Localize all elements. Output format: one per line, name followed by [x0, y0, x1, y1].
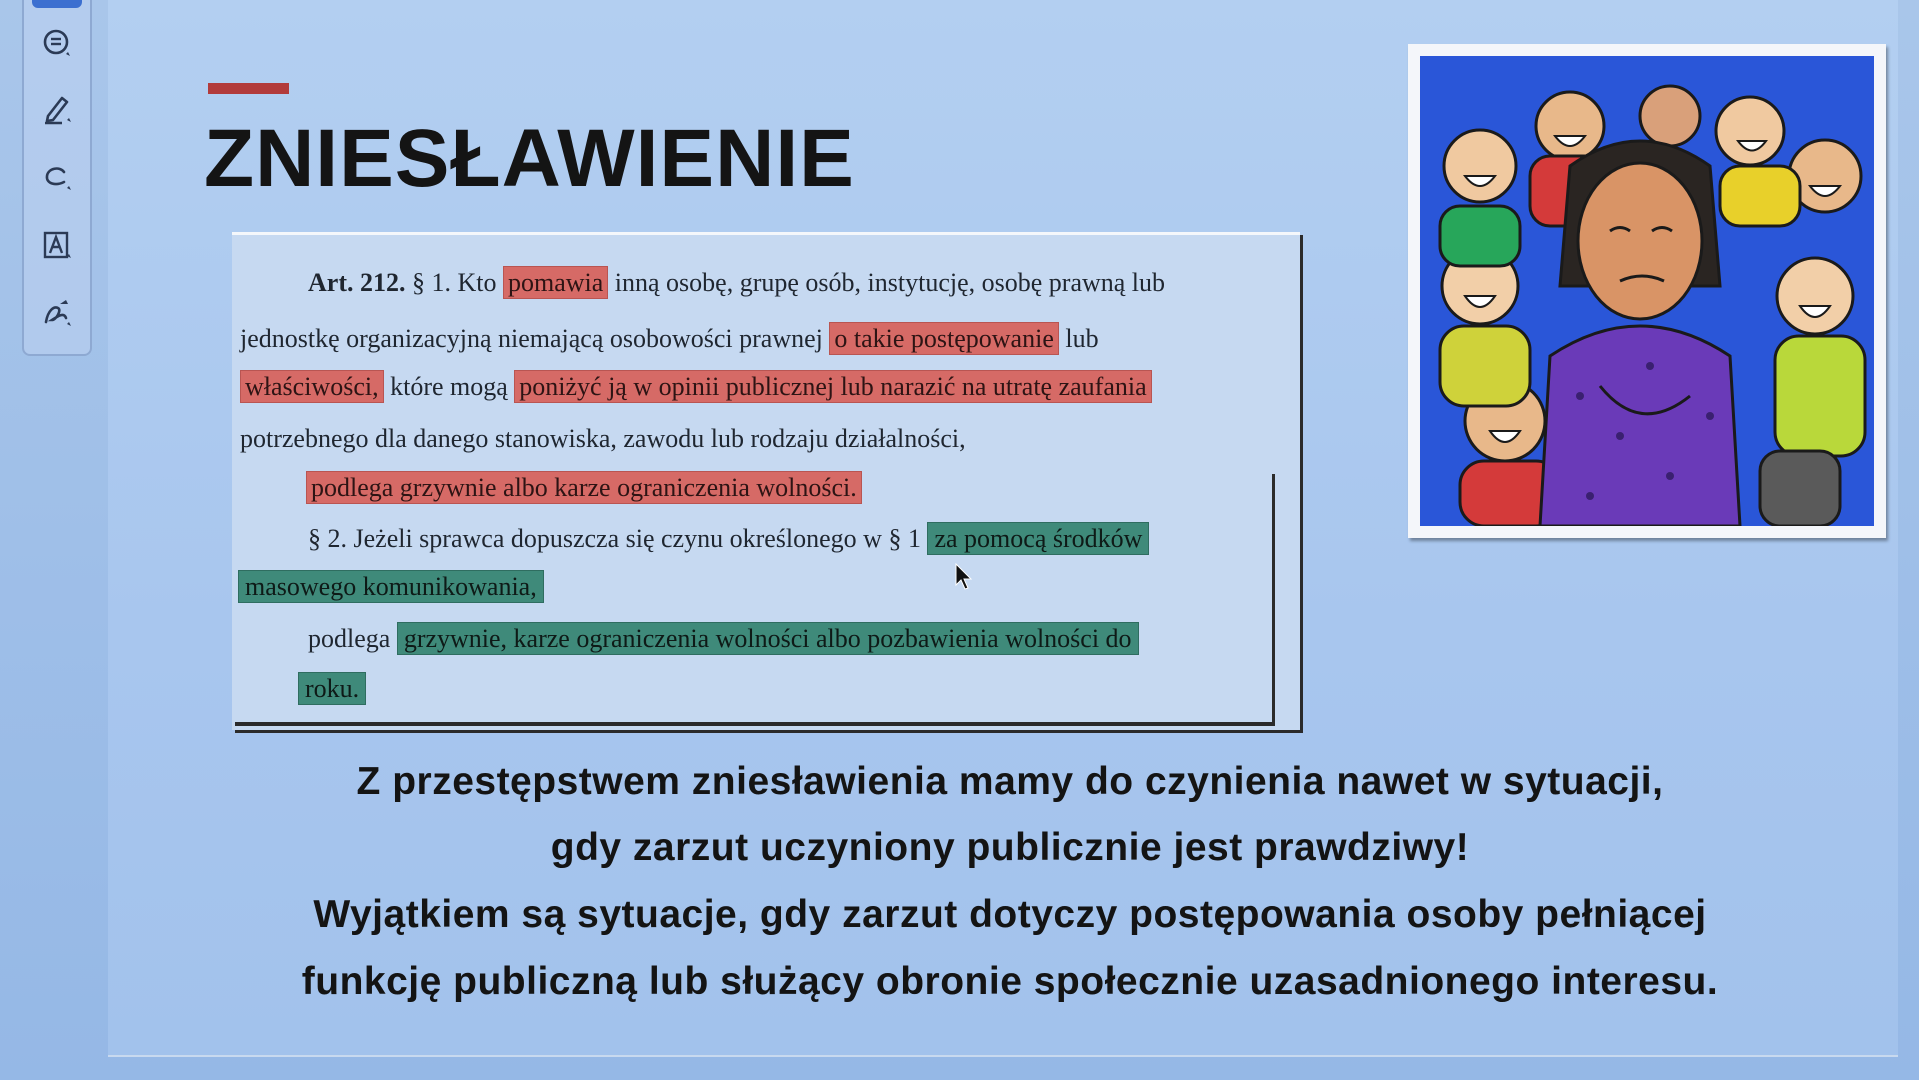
- law-line-9: [298, 672, 366, 706]
- bottom-text-line-2: gdy zarzut uczyniony publicznie jest prawdziwy!: [550, 826, 1470, 869]
- annotation-toolbar: [22, 0, 92, 356]
- law-text: § 1. Kto: [405, 268, 503, 297]
- law-line-7: [238, 570, 544, 604]
- bottom-text-line-3: Wyjątkiem są sytuacje, gdy zarzut dotyczy postępowania osoby pełniącej: [313, 893, 1707, 936]
- laughing-crowd-cartoon: [1420, 56, 1874, 526]
- law-text: lub: [1058, 324, 1099, 353]
- cartoon-illustration: [1408, 44, 1886, 538]
- highlight-teal: grzywnie, karze ograniczenia wolności albo pozbawienia wolności do: [397, 622, 1139, 655]
- law-line-1: [308, 266, 1165, 300]
- highlight-red: właściwości,: [240, 370, 384, 403]
- law-line-2: [240, 322, 1099, 356]
- highlight-teal: za pomocą środków: [927, 522, 1149, 555]
- signature-tool-button[interactable]: [38, 294, 76, 332]
- pen-tool-button[interactable]: [38, 90, 76, 128]
- pen-icon: [40, 92, 74, 126]
- law-text: § 2. Jeżeli sprawca dopuszcza się czynu określonego w § 1: [308, 524, 928, 553]
- law-line-4: potrzebnego dla danego stanowiska, zawodu lub rodzaju działalności,: [240, 424, 966, 453]
- lasso-icon: [40, 160, 74, 194]
- law-text: inną osobę, grupę osób, instytucję, osobę prawną lub: [608, 268, 1166, 297]
- highlight-red: poniżyć ją w opinii publicznej lub narazić na utratę zaufania: [514, 370, 1151, 403]
- lasso-tool-button[interactable]: [38, 158, 76, 196]
- bottom-text-line-4: funkcję publiczną lub służący obronie społecznie uzasadnionego interesu.: [301, 960, 1719, 1003]
- highlight-red: o takie postępowanie: [829, 322, 1059, 355]
- comment-icon: [40, 26, 74, 60]
- law-line-5: [306, 471, 862, 505]
- law-text: podlega: [308, 624, 397, 653]
- law-text: jednostkę organizacyjną niemającą osobowości prawnej: [240, 324, 830, 353]
- title-accent-bar: [208, 83, 289, 94]
- highlight-teal: masowego komunikowania,: [238, 570, 544, 603]
- law-line-3: [240, 370, 1152, 404]
- highlight-red: podlega grzywnie albo karze ograniczenia wolności.: [306, 471, 862, 504]
- article-number: Art. 212.: [308, 268, 406, 297]
- law-text: które mogą: [383, 372, 515, 401]
- text-box-tool-button[interactable]: [38, 226, 76, 264]
- signature-icon: [40, 296, 74, 330]
- slide-title: ZNIESŁAWIENIE: [204, 113, 855, 204]
- highlight-red: pomawia: [503, 266, 608, 299]
- law-line-8: [308, 622, 1139, 656]
- law-line-6: [308, 522, 1149, 556]
- bottom-text-line-1: Z przestępstwem zniesławienia mamy do czynienia nawet w sytuacji,: [356, 760, 1664, 803]
- comment-tool-button[interactable]: [38, 24, 76, 62]
- text-box-icon: [40, 228, 74, 262]
- toolbar-active-indicator: [32, 0, 82, 8]
- mouse-cursor-icon: [955, 563, 973, 591]
- highlight-teal: roku.: [298, 672, 366, 705]
